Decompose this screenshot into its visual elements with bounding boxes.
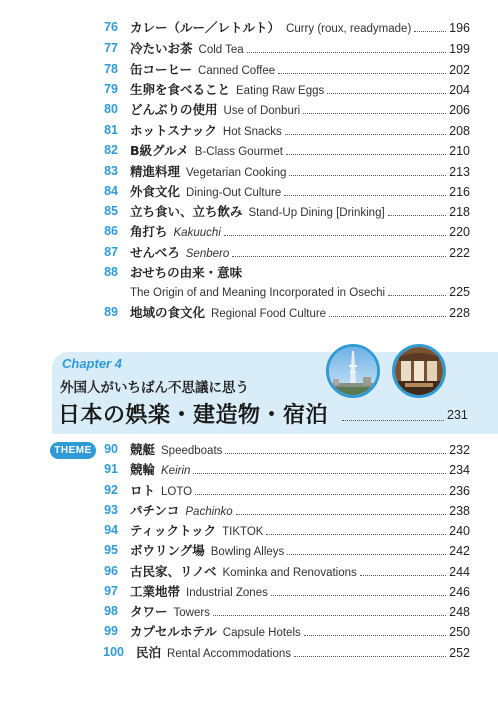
entry-page: 250 <box>449 625 470 639</box>
leader-dots <box>247 52 446 53</box>
entry-text <box>130 582 470 602</box>
entry-title-en: The Origin of and Meaning Incorporated in Osechi <box>130 287 386 299</box>
toc-entry[interactable] <box>0 100 498 120</box>
entry-text <box>130 481 470 501</box>
entry-text <box>136 643 470 663</box>
entry-title-en: Dining-Out Culture <box>186 187 282 199</box>
toc-entry[interactable] <box>0 162 498 182</box>
entry-page: 234 <box>449 463 470 477</box>
entry-title-line2 <box>130 282 470 302</box>
leader-dots <box>286 154 446 155</box>
entry-page: 220 <box>449 225 470 239</box>
entry-title-jp: 競輪 <box>130 462 156 477</box>
toc-entry[interactable] <box>0 460 498 480</box>
leader-dots <box>360 575 446 576</box>
chapter-page: 231 <box>447 408 468 422</box>
entry-number: 77 <box>104 41 118 55</box>
entry-page: 246 <box>449 585 470 599</box>
entry-title-jp: 地域の食文化 <box>130 305 206 320</box>
entry-page: 210 <box>449 144 470 158</box>
toc-entry[interactable] <box>0 18 498 38</box>
entry-page: 244 <box>449 565 470 579</box>
entry-text <box>130 121 470 141</box>
entry-number: 86 <box>104 224 118 238</box>
leader-dots <box>225 453 446 454</box>
entry-title-en: Capsule Hotels <box>222 627 301 639</box>
entry-text <box>130 39 470 59</box>
entry-text <box>130 18 470 38</box>
entry-page: 218 <box>449 205 470 219</box>
entry-text <box>130 541 470 561</box>
toc-entry[interactable] <box>0 263 498 303</box>
entry-title-jp: 角打ち <box>130 224 168 239</box>
entry-title-jp: パチンコ <box>130 503 180 518</box>
leader-dots <box>327 93 446 94</box>
entry-title-en: LOTO <box>161 486 193 498</box>
entry-title-jp: B級グルメ <box>130 143 189 158</box>
entry-text <box>130 100 470 120</box>
entry-text <box>130 622 470 642</box>
entry-title-en: Rental Accommodations <box>167 648 292 660</box>
entry-title-en: Industrial Zones <box>186 587 268 599</box>
entry-page: 216 <box>449 185 470 199</box>
entry-number: 76 <box>104 20 118 34</box>
entry-page: 240 <box>449 524 470 538</box>
entry-title-en: Hot Snacks <box>222 126 282 138</box>
entry-title-line1 <box>130 263 470 283</box>
entry-number: 87 <box>104 245 118 259</box>
entry-title-en: Towers <box>173 607 210 619</box>
entry-title-en: B-Class Gourmet <box>194 146 283 158</box>
entry-page: 202 <box>449 63 470 77</box>
entry-title-en: Vegetarian Cooking <box>186 167 287 179</box>
entry-number: 79 <box>104 82 118 96</box>
entry-page: 204 <box>449 83 470 97</box>
entry-text <box>130 182 470 202</box>
entry-title-jp: 民泊 <box>136 645 162 660</box>
toc-entry[interactable] <box>0 602 498 622</box>
entry-text <box>130 243 470 263</box>
entry-title-jp: ボウリング場 <box>130 543 205 558</box>
toc-entry[interactable] <box>0 202 498 222</box>
entry-number: 88 <box>104 265 118 279</box>
entry-title-en: Kominka and Renovations <box>222 567 357 579</box>
entry-number: 92 <box>104 483 118 497</box>
toc-entry[interactable] <box>0 39 498 59</box>
toc-entry[interactable] <box>0 501 498 521</box>
entry-page: 228 <box>449 306 470 320</box>
entry-title-jp: せんべろ <box>130 245 180 260</box>
toc-entry[interactable] <box>0 243 498 263</box>
entry-page: 208 <box>449 124 470 138</box>
toc-entry[interactable] <box>0 622 498 642</box>
entry-page: 225 <box>449 285 470 299</box>
entry-title-en: Curry (roux, readymade) <box>286 23 412 35</box>
entry-number: 82 <box>104 143 118 157</box>
chapter-subtitle: 外国人がいちばん不思議に思う <box>60 380 249 396</box>
skytree-photo-image <box>329 347 377 395</box>
entry-text <box>130 303 470 323</box>
entry-text <box>130 141 470 161</box>
entry-title-jp: タワー <box>130 604 168 619</box>
leader-dots <box>213 615 446 616</box>
entry-page: 236 <box>449 484 470 498</box>
entry-page: 242 <box>449 544 470 558</box>
leader-dots <box>278 73 446 74</box>
historic-inn-interior-photo <box>392 344 446 398</box>
entry-title-en: Keirin <box>161 465 191 477</box>
leader-dots <box>224 235 446 236</box>
chapter-title[interactable]: 日本の娯楽・建造物・宿泊 <box>58 403 329 428</box>
entry-number: 94 <box>104 523 118 537</box>
entry-title-jp: カレー（ルー／レトルト） <box>130 20 281 35</box>
entry-title-en: Senbero <box>185 248 230 260</box>
entry-title-en: TIKTOK <box>222 526 264 538</box>
entry-text <box>130 602 470 622</box>
leader-dots <box>193 473 446 474</box>
entry-number: 91 <box>104 462 118 476</box>
toc-entry[interactable] <box>0 121 498 141</box>
entry-title-en: Kakuuchi <box>173 227 221 239</box>
entry-number: 80 <box>104 102 118 116</box>
entry-text <box>130 501 470 521</box>
entry-text <box>130 222 470 242</box>
entry-title-jp: おせちの由来・意味 <box>130 265 243 280</box>
leader-dots <box>304 635 446 636</box>
entry-title-jp: 工業地帯 <box>130 584 181 599</box>
entry-text <box>130 162 470 182</box>
entry-page: 213 <box>449 165 470 179</box>
entry-title-jp: ホットスナック <box>130 123 217 138</box>
leader-dots <box>329 316 446 317</box>
toc-entry[interactable] <box>0 80 498 100</box>
entry-number: 95 <box>104 543 118 557</box>
entry-text <box>130 202 470 222</box>
leader-dots <box>289 175 446 176</box>
toc-entry[interactable] <box>0 222 498 242</box>
leader-dots <box>271 595 446 596</box>
leader-dots <box>285 134 446 135</box>
entry-number: 84 <box>104 184 118 198</box>
entry-title-jp: 競艇 <box>130 442 156 457</box>
entry-title-en: Canned Coffee <box>198 65 276 77</box>
entry-title-en: Bowling Alleys <box>210 546 285 558</box>
entry-title-en: Eating Raw Eggs <box>236 85 325 97</box>
entry-title-jp: 冷たいお茶 <box>130 41 193 56</box>
leader-dots <box>303 113 446 114</box>
toc-entry[interactable] <box>0 182 498 202</box>
entry-title-en: Speedboats <box>161 445 223 457</box>
entry-number: 89 <box>104 305 118 319</box>
entry-title-jp: ロト <box>130 483 156 498</box>
entry-page: 252 <box>449 646 470 660</box>
entry-title-en: Pachinko <box>185 506 233 518</box>
entry-title-jp: 外食文化 <box>130 184 181 199</box>
entry-text <box>130 460 470 480</box>
leader-dots <box>287 554 446 555</box>
entry-text <box>130 440 470 460</box>
entry-page: 206 <box>449 103 470 117</box>
toc-entry[interactable] <box>0 440 498 460</box>
entry-number: 85 <box>104 204 118 218</box>
entry-title-jp: 缶コーヒー <box>130 62 193 77</box>
entry-page: 199 <box>449 42 470 56</box>
entry-number: 93 <box>104 503 118 517</box>
toc-entry[interactable] <box>0 582 498 602</box>
leader-dots <box>284 195 446 196</box>
entry-text <box>130 562 470 582</box>
entry-title-jp: どんぶりの使用 <box>130 102 218 117</box>
entry-title-jp: 立ち食い、立ち飲み <box>130 204 243 219</box>
entry-title-en: Regional Food Culture <box>211 308 327 320</box>
toc-entry[interactable] <box>0 541 498 561</box>
entry-text <box>130 60 470 80</box>
entry-number: 83 <box>104 164 118 178</box>
entry-page: 232 <box>449 443 470 457</box>
leader-dots <box>266 534 446 535</box>
toc-entry[interactable] <box>0 562 498 582</box>
entry-number: 96 <box>104 564 118 578</box>
entry-title-en: Cold Tea <box>198 44 244 56</box>
entry-number: 81 <box>104 123 118 137</box>
entry-title-en: Use of Donburi <box>223 105 301 117</box>
entry-page: 238 <box>449 504 470 518</box>
entry-page: 222 <box>449 246 470 260</box>
entry-text <box>130 521 470 541</box>
leader-dots <box>414 31 446 32</box>
leader-dots <box>342 420 444 421</box>
entry-title-jp: 精進料理 <box>130 164 181 179</box>
leader-dots <box>388 215 446 216</box>
leader-dots <box>232 256 446 257</box>
entry-title-jp: カプセルホテル <box>130 624 217 639</box>
entry-page: 196 <box>449 21 470 35</box>
leader-dots <box>236 514 446 515</box>
entry-number: 99 <box>104 624 118 638</box>
toc-entry[interactable] <box>0 481 498 501</box>
toc-entry[interactable] <box>0 303 498 323</box>
entry-number: 78 <box>104 62 118 76</box>
toc-entry[interactable] <box>0 643 498 663</box>
toc-entry[interactable] <box>0 141 498 161</box>
entry-number: 90 <box>104 442 118 456</box>
leader-dots <box>294 656 446 657</box>
tokyo-skytree-photo <box>326 344 380 398</box>
inn-photo-image <box>395 347 443 395</box>
entry-number: 97 <box>104 584 118 598</box>
entry-title-jp: 生卵を食べること <box>130 82 231 97</box>
entry-text <box>130 80 470 100</box>
leader-dots <box>388 295 446 296</box>
entry-title-en: Stand-Up Dining [Drinking] <box>248 207 385 219</box>
toc-entry[interactable] <box>0 521 498 541</box>
chapter-label: Chapter 4 <box>62 356 122 371</box>
leader-dots <box>195 494 446 495</box>
theme-badge: THEME <box>50 442 96 459</box>
entry-page: 248 <box>449 605 470 619</box>
entry-number: 98 <box>104 604 118 618</box>
toc-entry[interactable] <box>0 60 498 80</box>
entry-number: 100 <box>103 645 124 659</box>
entry-title-jp: 古民家、リノベ <box>130 564 217 579</box>
entry-title-jp: ティックトック <box>130 523 217 538</box>
